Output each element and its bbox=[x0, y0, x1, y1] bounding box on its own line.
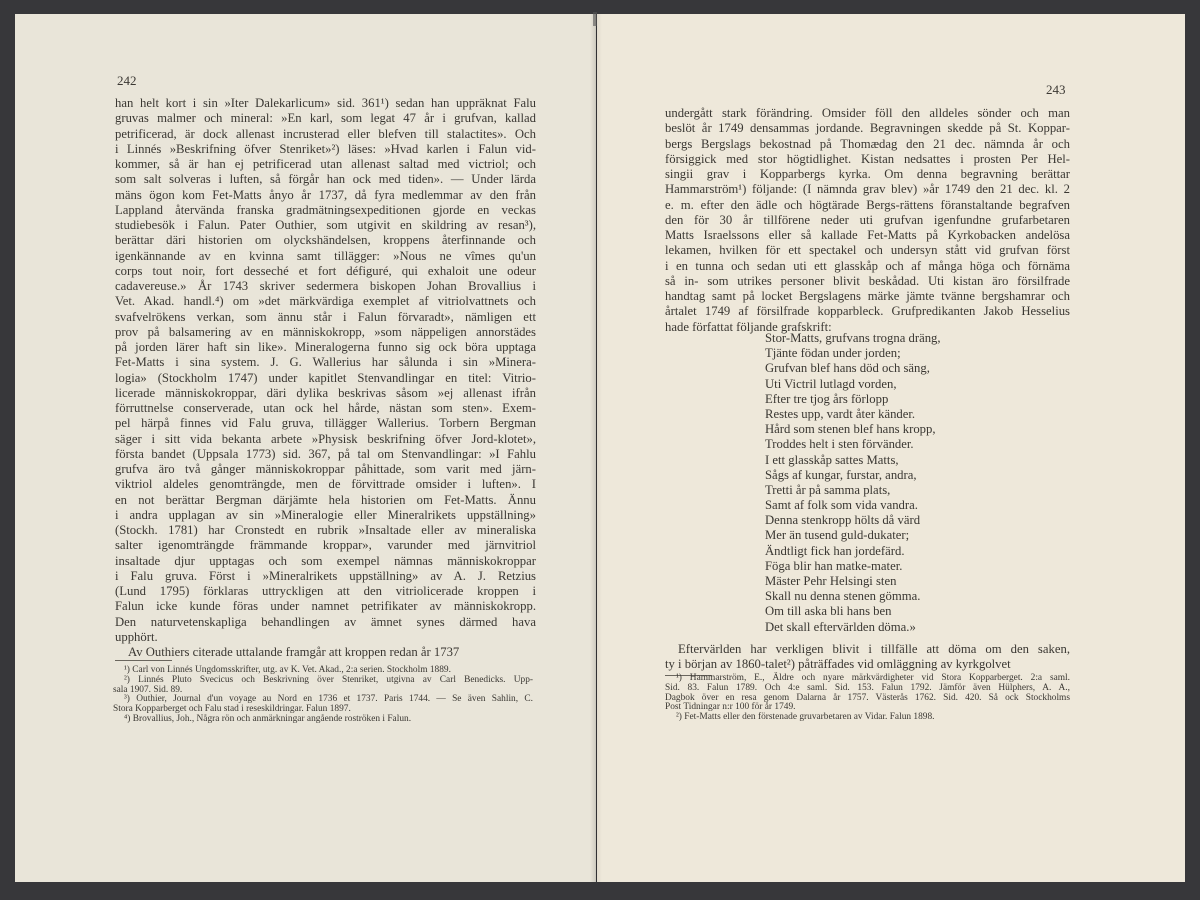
text-line: pel härpå finnes vid Falu gruva, tillägger Wallerius. Torbern Bergman bbox=[115, 416, 536, 431]
text-line: en not berättar Bergman därjämte hela historien om Fet-Matts. Ännu bbox=[115, 492, 536, 507]
footnotes bbox=[665, 674, 1070, 723]
text-line: (Stockh. 1781) har Cronstedt en rubrik »Insaltade eller av mineraliska bbox=[115, 523, 536, 537]
text-line: Av Outhiers citerade uttalande framgår att kroppen redan år 1737 bbox=[128, 645, 460, 659]
text-line: svafvelrökens verkan, som ännu står i Falun förvaradt», nämligen ett bbox=[115, 309, 536, 324]
footnote-line: sala 1907. Sid. 89. bbox=[113, 684, 183, 695]
text-line: beslöt år 1749 densammas jordande. Begravningen skedde på St. Koppar- bbox=[665, 121, 1070, 136]
text-line: cadavereuse.» År 1743 skriver sedermera biskopen Johan Brovallius i bbox=[115, 279, 536, 293]
footnote-line: Sid. 83. Falun 1789. Och 4:e saml. Sid. 153. Falun 1792. Jämför även Hülphers, A. A., bbox=[665, 682, 1070, 693]
poem-line: Hård som stenen blef hans kropp, bbox=[765, 422, 936, 437]
text-line: e. m. efter den ädle och högtärade Bergs-rättens föranstaltande begrafven bbox=[665, 197, 1070, 212]
footnote-line: Dagbok över en resa genom Dalarna år 1757. Västerås 1762. Sid. 420. Så ock Stockholms bbox=[665, 692, 1070, 703]
text-line: (Lund 1795) förklaras uttryckligen att den vitriolicerade kroppen i bbox=[115, 584, 536, 598]
footnote-line: ²) Fet-Matts eller den förstenade gruvarbetaren av Vidar. Falun 1898. bbox=[676, 712, 935, 723]
book-gutter bbox=[590, 14, 602, 882]
poem-line: Efter tre tjog års förlopp bbox=[765, 391, 889, 406]
poem-line: Om till aska bli hans ben bbox=[765, 604, 892, 619]
text-line: Matts Israelssons eller så kallade Fet-Matts på Kyrkobacken andelösa bbox=[665, 228, 1070, 242]
text-line: studiebesök i Falun. Pater Outhier, som utgivit en skildring av resan³), bbox=[115, 218, 536, 232]
poem-line: Det skall eftervärlden döma.» bbox=[765, 619, 916, 634]
text-line: förruttnelse conserverade, utan ock hel hårde, nästan som sten». Exem- bbox=[115, 401, 536, 415]
text-line: mäns ögon kom Fet-Matts ånyo år 1737, då fyra medlemmar av den från bbox=[115, 187, 536, 202]
text-line: i Linnés »Beskrifning öfver Stenriket»²) läses: »Hvad karlen i Falun vid- bbox=[115, 141, 536, 156]
text-line: corps tout noir, fort desseché et fort défiguré, qui exhaloit une odeur bbox=[115, 263, 536, 278]
text-line: petrificerad, är dock allenast incrusterad eller blefven till stalactites». Och bbox=[115, 126, 536, 141]
text-line: viktriol aldeles genomträngde, men de förvittrade omsider i luften». I bbox=[115, 477, 536, 492]
text-line: licerade människokroppar, däri dylika beskrivas såsom »ej allenast ifrån bbox=[115, 385, 536, 400]
poem-line: Denna stenkropp hölts då värd bbox=[765, 513, 921, 528]
body-text bbox=[665, 106, 1070, 335]
text-line: säger i sitt vida bekanta arbete »Physisk beskrifning öfver Jord-klotet», bbox=[115, 431, 536, 446]
poem-line: Sågs af kungar, furstar, andra, bbox=[765, 467, 917, 482]
text-line: kommer, så är han ej petrificerad utan allenast saltad med victriol; och bbox=[115, 157, 536, 171]
poem-line: Föga blir han matke-mater. bbox=[765, 558, 903, 573]
text-line: i en tunna och sedan uti ett glasskåp och af många höga och förnäma bbox=[665, 258, 1070, 273]
body-text bbox=[115, 96, 536, 660]
poem-line: Grufvan blef hans död och säng, bbox=[765, 361, 930, 376]
text-line: undergått stark förändring. Omsider föll den alldeles sönder och man bbox=[665, 106, 1070, 120]
text-line: bergs Bergslags bekostnad på Thomædag den 21 dec. nämnda år och bbox=[665, 136, 1070, 151]
text-line: salter igenomträngde främmande kroppar», varunder med järnvitriol bbox=[115, 538, 536, 553]
binding-mark bbox=[593, 12, 597, 26]
text-line: handtag samt på locket Bergslagens märke jämte tvänne bergshamrar och bbox=[665, 289, 1070, 303]
text-line: han helt kort i sin »Iter Dalekarlicum» sid. 361¹) sedan han uppräknat Falu bbox=[115, 96, 536, 110]
poem-line: I ett glasskåp sattes Matts, bbox=[765, 452, 899, 467]
text-line: upphört. bbox=[115, 629, 158, 644]
text-line: Falun icke kunde föras under namnet petrifikater av människokropp. bbox=[115, 599, 536, 614]
text-line: hade författat följande grafskrift: bbox=[665, 319, 832, 334]
page-number: 243 bbox=[1046, 82, 1066, 97]
left-page bbox=[15, 14, 596, 882]
body-text-continued bbox=[665, 642, 1070, 671]
footnote-divider bbox=[115, 660, 172, 661]
text-line: i Falu gruva. Först i »Mineralrikets uppställning» av A. J. Retzius bbox=[115, 568, 536, 583]
poem-line: Ändtligt fick han jordefärd. bbox=[765, 543, 905, 558]
text-line: Fet-Matts i sina system. J. G. Wallerius har sålunda i sin »Minera- bbox=[115, 355, 536, 370]
footnote-line: Stora Kopparberget och Falu stad i reseskildringar. Falun 1897. bbox=[113, 704, 351, 715]
text-line: gruvas malmer och mineral: »En karl, som legat 47 år i grufvan, kallad bbox=[115, 111, 536, 126]
footnote-line: Post Tidningar n:r 100 för år 1749. bbox=[665, 702, 796, 713]
text-line: prov på balsamering av en människokropp, »som näppeligen annorstädes bbox=[115, 324, 536, 339]
text-line: försiggick med stor högtidlighet. Kistan nedsattes i prosten Per Hel- bbox=[665, 151, 1070, 166]
poem-line: Tretti år på samma plats, bbox=[765, 482, 891, 497]
footnote-line: ⁴) Brovallius, Joh., Några rön och anmärkningar angående roströken i Falun. bbox=[124, 713, 412, 724]
text-line: singii grav i Kopparbergs kyrka. Om denna begravning berättar bbox=[665, 167, 1070, 181]
poem-line: Troddes helt i sten förvänder. bbox=[765, 437, 914, 452]
text-line: ty i början av 1860-talet²) påträffades vid omläggning av kyrkgolvet bbox=[665, 656, 1011, 671]
text-line: insaltade djur upptagas och som exempel nämnas människokroppar bbox=[115, 553, 536, 568]
poem-line: Mäster Pehr Helsingi sten bbox=[765, 574, 897, 588]
text-line: logia» (Stockholm 1747) under kapitlet Stenvandlingar en titel: Vitrio- bbox=[115, 370, 536, 385]
epitaph-poem bbox=[765, 331, 1025, 635]
text-line: berättar däri historien om olyckshändelsen, kroppens återfinnande och bbox=[115, 233, 536, 248]
text-line: årtalet 1749 af försilfrade kopparbleck. Grufpredikanten Jakob Hesselius bbox=[665, 304, 1070, 319]
poem-line: Mer än tusend guld-dukater; bbox=[765, 528, 910, 543]
poem-line: Restes upp, vardt åter känder. bbox=[765, 406, 916, 421]
right-page bbox=[597, 14, 1185, 882]
text-line: Hammarström¹) följande: (I nämnda grav blev) »år 1749 den 21 dec. kl. 2 bbox=[665, 182, 1070, 197]
text-line: Eftervärlden har verkligen blivit i tillfälle att döma om den saken, bbox=[678, 642, 1070, 656]
text-line: som salt solveras i luften, så förgår han ock med tiden». — Under lärda bbox=[115, 172, 536, 187]
text-line: lekamen, hvilken för ett spectakel och undersyn stått vid grufvan först bbox=[665, 243, 1070, 258]
text-line: så in- som utrikes personer blivit beskådad. Uti kistan äro försilfrade bbox=[665, 273, 1070, 288]
text-line: Den naturvetenskapliga behandlingen av ämnet synes därmed hava bbox=[115, 614, 536, 629]
text-line: Vet. Akad. handl.⁴) om »det märkvärdiga exemplet af vitriolvattnets och bbox=[115, 294, 536, 309]
text-line: igenkännande av en kvinna samt tillägger: »Nous ne vîmes qu'un bbox=[115, 248, 536, 263]
poem-line: Uti Victril lutlagd vorden, bbox=[765, 376, 897, 391]
poem-line: Stor-Matts, grufvans trogna dräng, bbox=[765, 331, 941, 345]
footnote-line: ³) Outhier, Journal d'un voyage au Nord en 1736 et 1737. Paris 1744. — Se även Sahlin, C. bbox=[124, 694, 533, 705]
poem-line: Tjänte födan under jorden; bbox=[765, 346, 901, 361]
footnote-line: ²) Linnés Pluto Svecicus och Beskrivning över Stenriket, utgivna av Carl Benedicks. Upp- bbox=[124, 674, 533, 685]
footnote-line: ¹) Hammarström, E., Äldre och nyare märkvärdigheter vid Stora Kopparberget. 2:a saml. bbox=[676, 673, 1070, 683]
text-line: grufva äro två gånger människokroppar påhittade, som varit med järn- bbox=[115, 462, 536, 476]
poem-line: Samt af folk som vida vandra. bbox=[765, 498, 918, 513]
poem-line: Skall nu denna stenen gömma. bbox=[765, 589, 921, 604]
footnotes bbox=[113, 666, 533, 725]
text-line: den för 30 år tillförene neder uti grufvan igenfundne grufarbetaren bbox=[665, 212, 1070, 227]
text-line: på jorden lärer haft sin like». Mineralogerna funno sig ock böra upptaga bbox=[115, 340, 536, 354]
text-line: första bandet (Uppsala 1773) sid. 367, på tal om Stenvandlingar: »I Fahlu bbox=[115, 446, 536, 461]
page-number: 242 bbox=[117, 73, 137, 88]
text-line: i andra upplagan av sin »Mineralogie eller Mineralrikets uppställning» bbox=[115, 507, 536, 522]
text-line: Lappland återvända franska gradmätningsexpeditionen gjorde en veckas bbox=[115, 202, 536, 217]
footnote-line: ¹) Carl von Linnés Ungdomsskrifter, utg. av K. Vet. Akad., 2:a serien. Stockholm 1889. bbox=[124, 665, 451, 675]
